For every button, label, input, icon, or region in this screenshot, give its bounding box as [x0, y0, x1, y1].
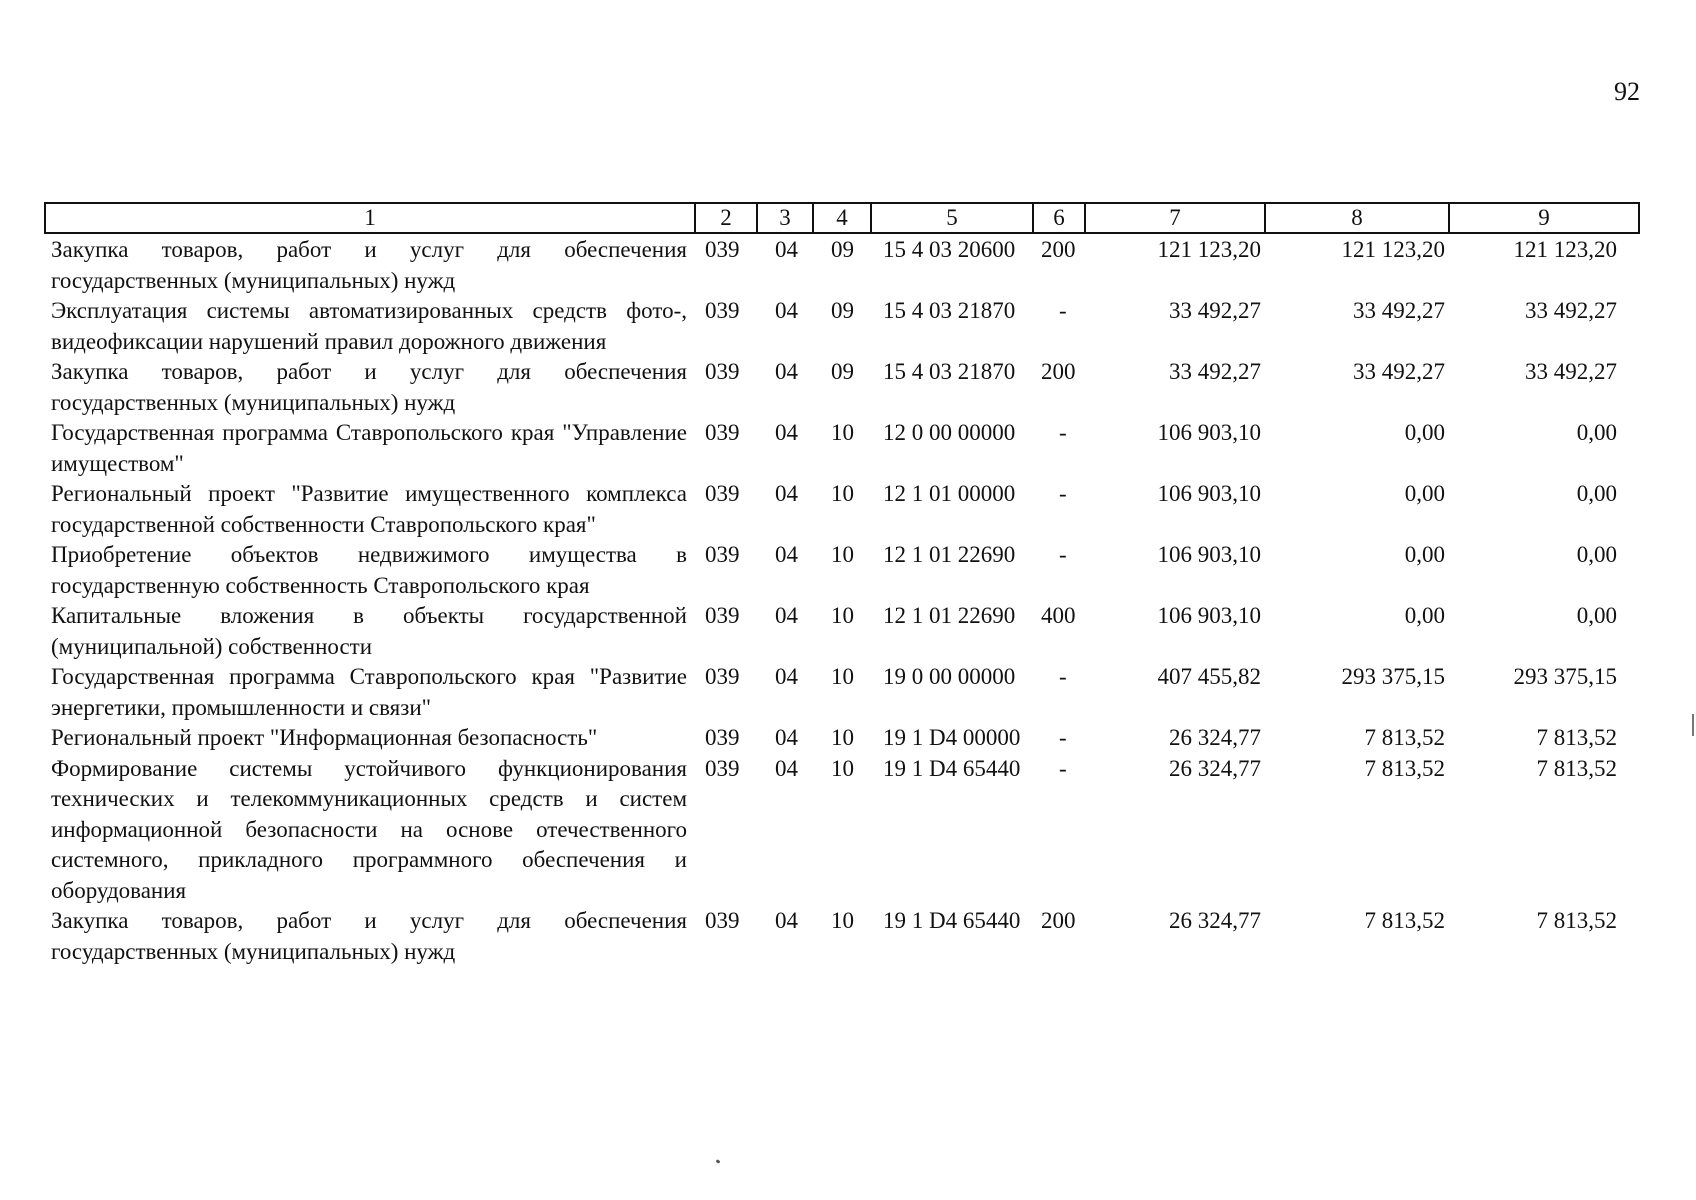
amount-col-8: 7 813,52 — [1364, 908, 1445, 933]
amount-col-7: 26 324,77 — [1169, 755, 1261, 781]
amount-col-7: 121 123,20 — [1157, 237, 1261, 262]
section-code: 04 — [775, 603, 798, 628]
amount-col-7: 106 903,10 — [1157, 481, 1261, 506]
row-name: Эксплуатация системы автоматизированных средств фото-, видеофиксации нарушений правил дорожного движения — [51, 298, 687, 354]
target-article-code: 19 1 D4 65440 — [883, 908, 1021, 933]
column-header: 2 — [695, 203, 757, 233]
ministry-code: 039 — [705, 237, 740, 262]
ministry-code: 039 — [705, 542, 740, 567]
amount-col-9: 0,00 — [1576, 481, 1617, 506]
amount-col-8: 0,00 — [1404, 420, 1445, 445]
row-name: Капитальные вложения в объекты государственной (муниципальной) собственности — [51, 603, 687, 659]
expense-type-code: - — [1059, 420, 1067, 445]
column-header: 6 — [1033, 203, 1085, 233]
ministry-code: 039 — [705, 908, 740, 933]
target-article-code: 15 4 03 20600 — [883, 237, 1016, 262]
amount-col-8: 0,00 — [1404, 481, 1445, 506]
subsection-code: 10 — [831, 542, 854, 567]
expense-type-code: 200 — [1041, 237, 1076, 262]
section-code: 04 — [775, 420, 798, 445]
target-article-code: 12 1 01 00000 — [883, 481, 1016, 506]
target-article-code: 15 4 03 21870 — [883, 359, 1016, 384]
expense-type-code: - — [1059, 298, 1067, 323]
section-code: 04 — [775, 481, 798, 506]
expense-type-code: - — [1059, 481, 1067, 506]
subsection-code: 10 — [831, 725, 854, 750]
amount-col-7: 407 455,82 — [1157, 664, 1261, 689]
subsection-code: 09 — [831, 298, 854, 323]
column-header: 5 — [871, 203, 1033, 233]
section-code: 04 — [775, 908, 798, 933]
amount-col-7: 33 492,27 — [1169, 298, 1261, 323]
expense-type-code: - — [1059, 664, 1067, 689]
amount-col-8: 293 375,15 — [1341, 664, 1445, 689]
subsection-code: 10 — [831, 420, 854, 445]
expense-type-code: - — [1059, 542, 1067, 567]
subsection-code: 10 — [831, 603, 854, 628]
ministry-code: 039 — [705, 359, 740, 384]
amount-col-9: 121 123,20 — [1513, 237, 1617, 262]
subsection-code: 09 — [831, 237, 854, 262]
subsection-code: 10 — [831, 908, 854, 933]
table-row — [45, 233, 1639, 296]
table-row — [45, 479, 1639, 540]
row-name: Региональный проект "Развитие имущественного комплекса государственной собственности Ставропольского края" — [51, 481, 687, 537]
row-name: Приобретение объектов недвижимого имущества в государственную собственность Ставропольского края — [51, 542, 687, 598]
ministry-code: 039 — [705, 481, 740, 506]
row-name: Государственная программа Ставропольского края "Управление имуществом" — [51, 420, 687, 476]
amount-col-9: 0,00 — [1576, 603, 1617, 628]
ministry-code: 039 — [705, 298, 740, 323]
subsection-code: 10 — [831, 664, 854, 689]
table-row — [45, 723, 1639, 754]
table-row — [45, 296, 1639, 357]
column-header: 8 — [1265, 203, 1449, 233]
ministry-code: 039 — [705, 725, 740, 750]
expense-type-code: - — [1059, 755, 1067, 781]
target-article-code: 15 4 03 21870 — [883, 298, 1016, 323]
amount-col-7: 106 903,10 — [1157, 542, 1261, 567]
row-name: Закупка товаров, работ и услуг для обеспечения государственных (муниципальных) нужд — [51, 908, 687, 964]
table-row — [45, 357, 1639, 418]
table-row — [45, 662, 1639, 723]
table-row — [45, 601, 1639, 662]
amount-col-8: 7 813,52 — [1364, 725, 1445, 750]
row-name: Региональный проект "Информационная безопасность" — [51, 725, 598, 750]
amount-col-9: 33 492,27 — [1525, 359, 1617, 384]
table-row — [45, 418, 1639, 479]
table-row — [45, 754, 1639, 907]
amount-col-7: 106 903,10 — [1157, 420, 1261, 445]
column-header: 7 — [1085, 203, 1265, 233]
section-code: 04 — [775, 237, 798, 262]
section-code: 04 — [775, 359, 798, 384]
target-article-code: 12 0 00 00000 — [883, 420, 1016, 445]
amount-col-9: 7 813,52 — [1536, 908, 1617, 933]
section-code: 04 — [775, 664, 798, 689]
ministry-code: 039 — [705, 664, 740, 689]
column-header: 4 — [813, 203, 871, 233]
column-header: 9 — [1449, 203, 1639, 233]
amount-col-9: 293 375,15 — [1513, 664, 1617, 689]
amount-col-9: 33 492,27 — [1525, 298, 1617, 323]
scan-artifact-dot — [716, 1159, 721, 1164]
subsection-code: 10 — [831, 755, 854, 781]
amount-col-7: 106 903,10 — [1157, 603, 1261, 628]
target-article-code: 19 0 00 00000 — [883, 664, 1016, 689]
amount-col-9: 7 813,52 — [1536, 755, 1617, 781]
amount-col-8: 0,00 — [1404, 603, 1445, 628]
amount-col-8: 33 492,27 — [1353, 359, 1445, 384]
amount-col-8: 0,00 — [1404, 542, 1445, 567]
row-name: Формирование системы устойчивого функционирования технических и телекоммуникационных средств и систем информационной безопасности на основе отечественного системного, прикладного программного обеспечения и оборудования — [51, 755, 687, 903]
ministry-code: 039 — [705, 603, 740, 628]
amount-col-7: 33 492,27 — [1169, 359, 1261, 384]
amount-col-7: 26 324,77 — [1169, 725, 1261, 750]
expense-type-code: 200 — [1041, 359, 1076, 384]
ministry-code: 039 — [705, 420, 740, 445]
row-name: Закупка товаров, работ и услуг для обеспечения государственных (муниципальных) нужд — [51, 359, 687, 415]
expense-type-code: 400 — [1041, 603, 1076, 628]
target-article-code: 12 1 01 22690 — [883, 603, 1016, 628]
page-number: 92 — [1614, 77, 1640, 106]
amount-col-8: 121 123,20 — [1341, 237, 1445, 262]
section-code: 04 — [775, 542, 798, 567]
target-article-code: 19 1 D4 65440 — [883, 755, 1021, 781]
expense-type-code: 200 — [1041, 908, 1076, 933]
table-row — [45, 540, 1639, 601]
column-header: 1 — [45, 203, 695, 233]
amount-col-7: 26 324,77 — [1169, 908, 1261, 933]
amount-col-9: 0,00 — [1576, 542, 1617, 567]
expense-type-code: - — [1059, 725, 1067, 750]
amount-col-8: 33 492,27 — [1353, 298, 1445, 323]
amount-col-9: 7 813,52 — [1536, 725, 1617, 750]
subsection-code: 09 — [831, 359, 854, 384]
row-name: Государственная программа Ставропольского края "Развитие энергетики, промышленности и связи" — [51, 664, 687, 720]
target-article-code: 12 1 01 22690 — [883, 542, 1016, 567]
ministry-code: 039 — [705, 755, 740, 781]
scan-artifact-edge — [1692, 714, 1694, 736]
table-row — [45, 906, 1639, 967]
target-article-code: 19 1 D4 00000 — [883, 725, 1021, 750]
section-code: 04 — [775, 755, 798, 781]
section-code: 04 — [775, 725, 798, 750]
budget-table — [44, 202, 1640, 967]
column-header: 3 — [757, 203, 813, 233]
amount-col-9: 0,00 — [1576, 420, 1617, 445]
section-code: 04 — [775, 298, 798, 323]
amount-col-8: 7 813,52 — [1364, 755, 1445, 781]
row-name: Закупка товаров, работ и услуг для обеспечения государственных (муниципальных) нужд — [51, 237, 687, 293]
table-header-row — [45, 203, 1639, 233]
subsection-code: 10 — [831, 481, 854, 506]
